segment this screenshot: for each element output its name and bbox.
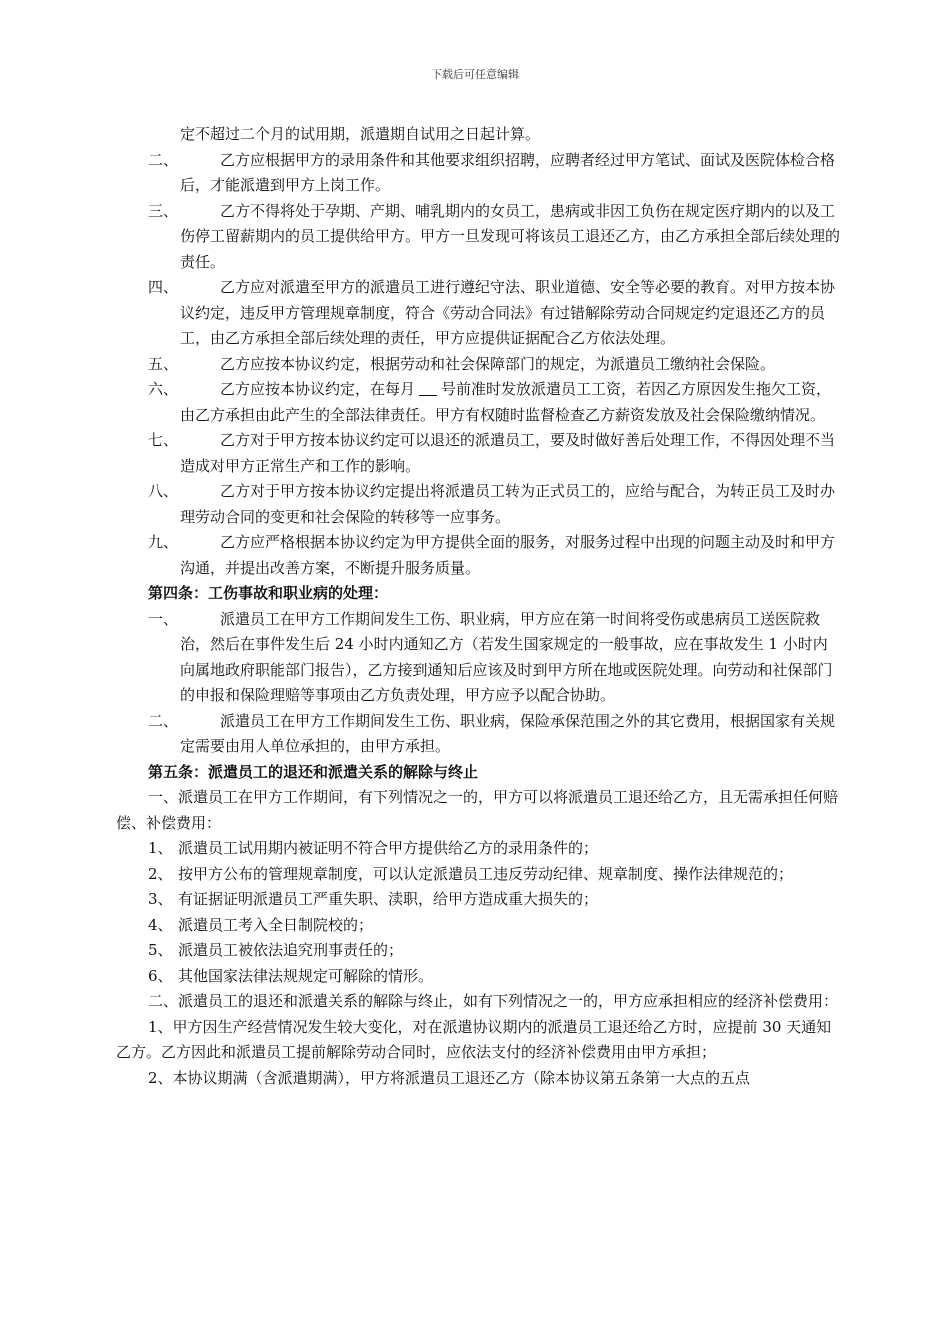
item-text: 其他国家法律法规规定可解除的情形。 [178, 966, 434, 985]
item-marker: 四、 [148, 278, 179, 296]
item-text: 派遣员工考入全日制院校的； [178, 915, 374, 934]
item-marker: 3、 [148, 890, 173, 908]
item-marker: 六、 [148, 380, 179, 398]
item-text: 有证据证明派遣员工严重失职、渎职，给甲方造成重大损失的； [178, 890, 599, 908]
item-text: 乙方对于甲方按本协议约定提出将派遣员工转为正式员工的，应给与配合，为转正员工及时办理劳动合同的变更和社会保险的转移等一应事务。 [180, 482, 836, 526]
item-text: 乙方不得将处于孕期、产期、哺乳期内的女员工，患病或非因工负伤在规定医疗期内的以及工伤停工留薪期内的员工提供给甲方。甲方一旦发现可将该员工退还乙方，由乙方承担全部后续处理的责任。 [180, 201, 841, 271]
list-item [116, 709, 840, 760]
item-text: 乙方应严格根据本协议约定为甲方提供全面的服务，对服务过程中出现的问题主动及时和甲方沟通，并提出改善方案，不断提升服务质量。 [180, 533, 836, 577]
item-text: 派遣员工试用期内被证明不符合甲方提供给乙方的录用条件的； [178, 839, 599, 857]
item-text: 派遣员工在甲方工作期间发生工伤、职业病，保险承保范围之外的其它费用，根据国家有关规定需要由用人单位承担的，由甲方承担。 [180, 711, 836, 755]
list-item [116, 428, 840, 479]
item-text-before: 乙方应按本协议约定，在每月 [220, 380, 416, 398]
item-marker: 七、 [148, 431, 179, 449]
list-item [116, 836, 840, 862]
item-marker: 一、 [148, 609, 179, 628]
item-text: 乙方对于甲方按本协议约定可以退还的派遣员工，要及时做好善后处理工作，不得因处理不当造成对甲方正常生产和工作的影响。 [180, 431, 836, 475]
list-item [116, 479, 840, 530]
paragraph: 1、甲方因生产经营情况发生较大变化，对在派遣协议期内的派遣员工退还给乙方时，应提前 30 天通知乙方。乙方因此和派遣员工提前解除劳动合同时，应依法支付的经济补偿费用由甲方承担； [116, 1017, 832, 1061]
blank-field [419, 380, 437, 396]
item-marker: 九、 [148, 533, 179, 551]
item-text: 按甲方公布的管理规章制度，可以认定派遣员工违反劳动纪律、规章制度、操作法律规范的； [178, 864, 794, 883]
item-text: 派遣员工被依法追究刑事责任的； [178, 941, 404, 959]
list-item [116, 275, 840, 352]
item-marker: 5、 [148, 941, 173, 959]
item-text-after: 号前准时发放派遣员工工资，若因乙方原因发生拖欠工资，由乙方承担由此产生的全部法律责任。甲方有权随时监督检查乙方薪资发放及社会保险缴纳情况。 [180, 380, 832, 424]
section-heading: 第四条：工伤事故和职业病的处理： [148, 584, 389, 602]
list-item [116, 964, 840, 990]
list-item [116, 352, 840, 378]
item-marker: 二、 [148, 711, 179, 730]
list-item [116, 938, 840, 964]
page-header: 下载后可任意编辑 [431, 68, 519, 81]
item-marker: 八、 [148, 482, 179, 500]
item-marker: 五、 [148, 354, 179, 373]
list-item [116, 913, 840, 939]
item-marker: 1、 [148, 839, 173, 857]
list-item [116, 148, 840, 199]
item-marker: 三、 [148, 201, 179, 220]
item-marker: 二、 [148, 150, 179, 169]
list-item [116, 199, 840, 276]
item-text [180, 377, 840, 428]
list-item [116, 862, 840, 888]
continuation-text: 定不超过二个月的试用期，派遣期自试用之日起计算。 [180, 125, 541, 143]
list-item [116, 530, 840, 581]
list-item [116, 377, 840, 428]
paragraph: 一、派遣员工在甲方工作期间，有下列情况之一的，甲方可以将派遣员工退还给乙方，且无需承担任何赔偿、补偿费用： [116, 788, 839, 832]
list-item [116, 887, 840, 913]
list-item [116, 607, 840, 709]
item-text: 乙方应根据甲方的录用条件和其他要求组织招聘，应聘者经过甲方笔试、面试及医院体检合格后，才能派遣到甲方上岗工作。 [180, 150, 836, 194]
item-text: 乙方应对派遣至甲方的派遣员工进行遵纪守法、职业道德、安全等必要的教育。对甲方按本协议约定，违反甲方管理规章制度，符合《劳动合同法》有过错解除劳动合同规定约定退还乙方的员工，由乙方承担全部后续处理的责任，甲方应提供证据配合乙方依法处理。 [180, 278, 836, 347]
item-marker: 4、 [148, 915, 173, 934]
paragraph: 二、派遣员工的退还和派遣关系的解除与终止，如有下列情况之一的，甲方应承担相应的经济补偿费用： [148, 992, 839, 1010]
section-heading: 第五条：派遣员工的退还和派遣关系的解除与终止 [148, 762, 479, 781]
item-marker: 2、 [148, 864, 173, 883]
paragraph: 2、本协议期满（含派遣期满），甲方将派遣员工退还乙方（除本协议第五条第一大点的五点 [148, 1068, 751, 1087]
item-text: 乙方应按本协议约定，根据劳动和社会保障部门的规定，为派遣员工缴纳社会保险。 [220, 354, 776, 373]
document-body [116, 122, 840, 1091]
item-marker: 6、 [148, 966, 173, 985]
item-text: 派遣员工在甲方工作期间发生工伤、职业病，甲方应在第一时间将受伤或患病员工送医院救治，然后在事件发生后 24 小时内通知乙方（若发生国家规定的一般事故，应在事故发生 1 小时内向属地政府职能部门报告），乙方接到通知后应该及时到甲方所在地或医院处理。向劳动和社保部门的申报和保险理赔等事项由乙方负责处理，甲方应予以配合协助。 [180, 609, 833, 704]
